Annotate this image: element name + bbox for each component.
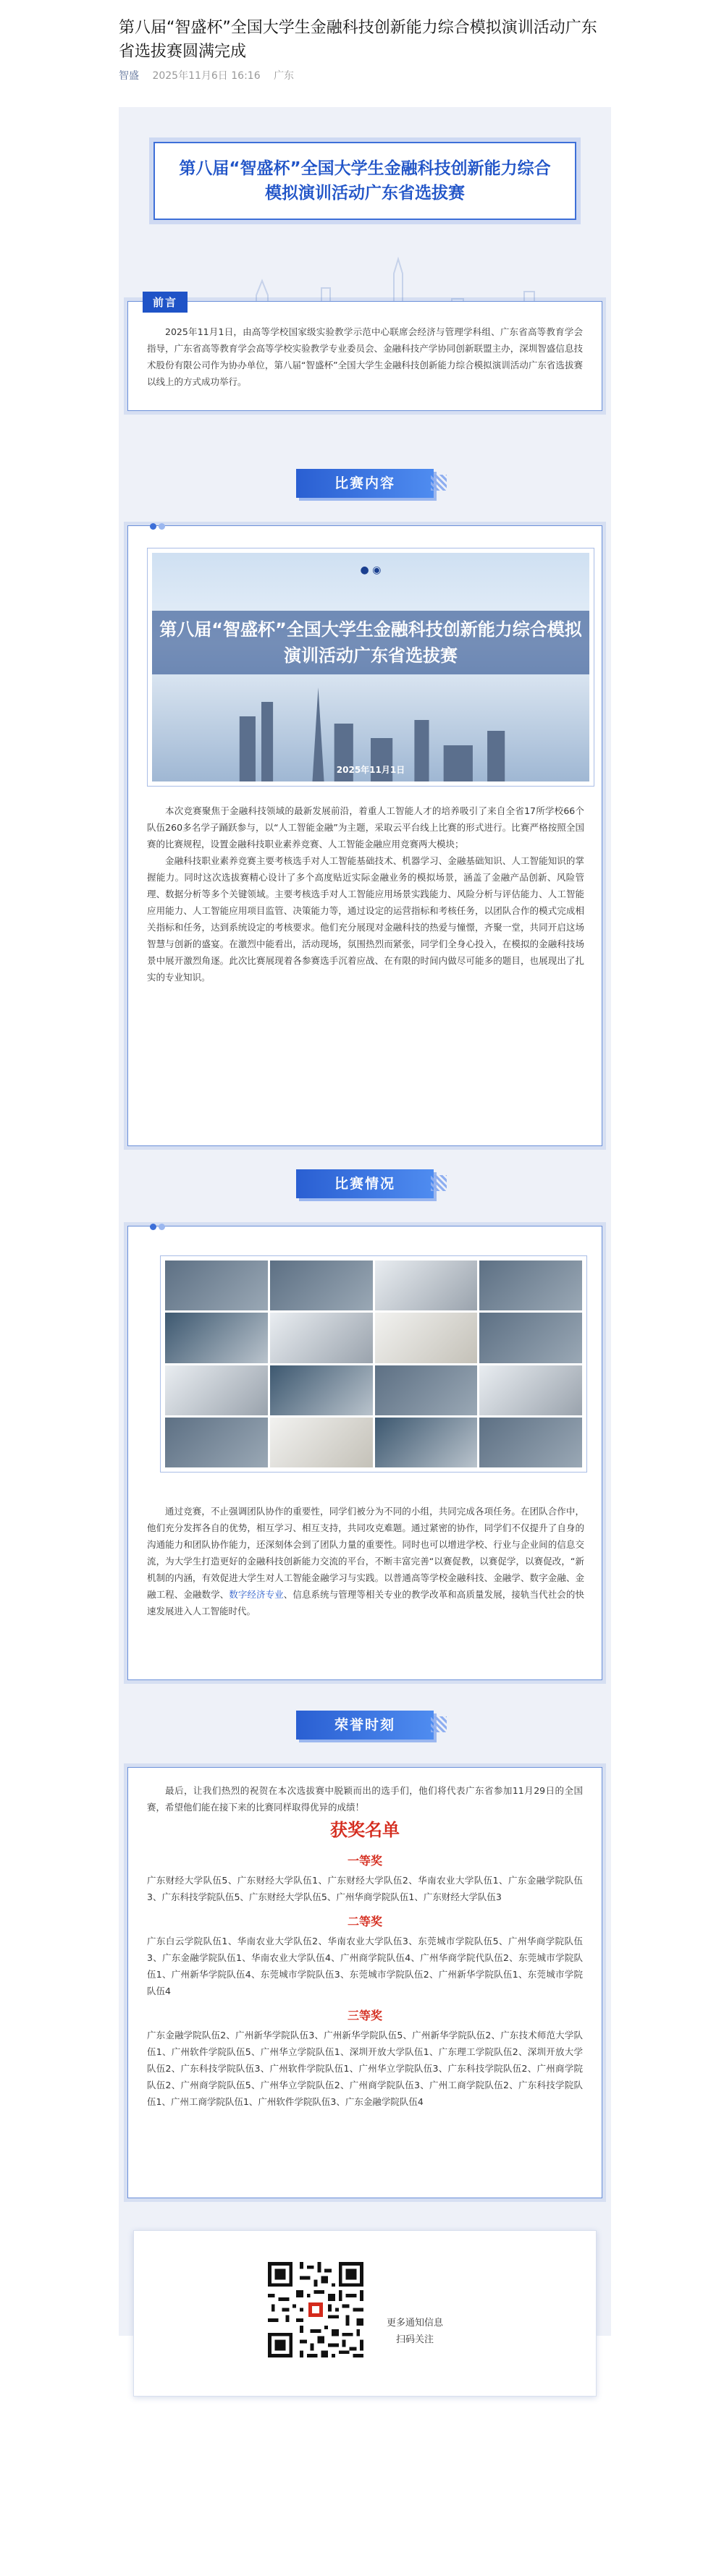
digital-economy-link[interactable]: 数字经济专业 xyxy=(229,1589,284,1600)
second-prize-teams: 广东白云学院队伍1、华南农业大学队伍2、华南农业大学队伍3、东莞城市学院队伍5、广州华商学院队伍3、广东金融学院队伍1、华南农业大学队伍4、广州商学院队伍4、广州华商学院代队伍2、东莞城市学院队伍1、广州新华学院队伍4、东莞城市学院队伍3、东莞城市学院队伍2、广州新华学院队伍1、东莞城市学院队伍4 xyxy=(147,1936,583,1996)
qr-caption xyxy=(379,2315,451,2348)
article-content xyxy=(119,107,611,2345)
hero-banner xyxy=(153,142,576,220)
first-prize-label: 一等奖 xyxy=(347,1854,382,1868)
first-prize-teams: 广东财经大学队伍5、广东财经大学队伍1、广东财经大学队伍2、华南农业大学队伍1、广东金融学院队伍3、广东科技学院队伍5、广东财经大学队伍5、广州华商学院队伍1、广东财经大学队伍3 xyxy=(147,1875,583,1902)
qr-caption-line2: 扫码关注 xyxy=(395,2334,434,2345)
situation-paragraph: 通过竞赛，不止强调团队协作的重要性，同学们被分为不同的小组，共同完成各项任务。在团队合作中，他们充分发挥各自的优势，相互学习、相互支持，共同攻克难题。通过紧密的协作，同学们不仅提升了自身的沟通能力和团队协作能力，还深刻体会到了团队力量的重要性。同时也可以增进学校、行业与企业间的信息交流，为大学生打造更好的金融科技创新能力交流的平台，不断丰富完善“以赛促教，以赛促学，以赛促改，“新机制的内涵，有效促进大学生对人工智能金融学习与实践。以普通高等学校金融科技、金融学、数字金融、金融工程、金融数学、数字经济专业、信息系统与管理等相关专业的教学改革和高质量发展，接轨当代社会的快速发展进入人工智能时代。 xyxy=(147,1506,584,1617)
award-list-title: 获奖名单 xyxy=(330,1820,400,1840)
poster-date: 2025年11月1日 xyxy=(336,765,405,775)
event-poster-frame xyxy=(147,548,594,787)
publish-date: 2025年11月6日 16:16 xyxy=(152,70,261,82)
third-prize-label: 三等奖 xyxy=(347,2009,382,2022)
author-link[interactable]: 智盛 xyxy=(119,70,139,82)
decorative-dots xyxy=(150,523,172,530)
qr-code-icon[interactable] xyxy=(264,2258,367,2361)
decorative-dots xyxy=(150,1224,172,1231)
honor-intro: 最后，让我们热烈的祝贺在本次选拔赛中脱颖而出的选手们，他们将代表广东省参加11月29日的全国赛，希望他们能在接下来的比赛同样取得优异的成绩！ xyxy=(147,1785,583,1813)
poster-logos: ● ◉ xyxy=(360,564,382,576)
content-paragraph-2: 金融科技职业素养竞赛主要考核选手对人工智能基础技术、机器学习、金融基础知识、人工智能知识的掌握能力。同时这次选拔赛精心设计了多个高度贴近实际金融业务的模拟场景，涵盖了金融产品创新、风险管理、数据分析等多个关键领域。主要考核选手对人工智能应用场景实践能力、风险分析与评估能力、人工智能应用能力、人工智能应用项目监管、决策能力等，通过设定的运营指标和考核任务，以团队合作的模式完成相关指标和任务，达到系统设定的考核要求。他们充分展现对金融科技的热爱与憧憬，齐聚一堂，共同开启这场智慧与创新的盛宴。在激烈中能看出，活动现场，氛围热烈而紧张，同学们全身心投入，在模拟的金融科技场景中展开激烈角逐。此次比赛展现着各参赛选手沉着应战、在有限的时间内做尽可能多的题目，也展现出了扎实的专业知识。 xyxy=(147,855,584,983)
third-prize-teams: 广东金融学院队伍2、广州新华学院队伍3、广州新华学院队伍5、广州新华学院队伍2、广东技术师范大学队伍1、广州软件学院队伍5、广州华立学院队伍1、深圳开放大学队伍1、广东理工学院队伍2、深圳开放大学队伍2、广东科技学院队伍3、广州软件学院队伍1、广州华立学院队伍3、广东科技学院队伍2、广州商学院队伍2、广州商学院队伍5、广州华立学院队伍2、广州商学院队伍3、广州工商学院队伍2、广东科技学院队伍1、广州工商学院队伍1、广州软件学院队伍3、广东金融学院队伍4 xyxy=(147,2030,583,2107)
competition-photo-grid xyxy=(160,1255,587,1473)
poster-title: 第八届“智盛杯”全国大学生金融科技创新能力综合模拟演训活动广东省选拔赛 xyxy=(152,611,589,674)
foreword-tag: 前言 xyxy=(143,292,188,313)
section-heading-honor: 荣誉时刻 xyxy=(296,1711,434,1740)
content-card xyxy=(127,525,602,1146)
second-prize-label: 二等奖 xyxy=(347,1915,382,1928)
content-paragraph-1: 本次竞赛聚焦于金融科技领域的最新发展前沿，着重人工智能人才的培养吸引了来自全省17所学校66个队伍260多名学子踊跃参与，以“人工智能金融”为主题，采取云平台线上比赛的形式进行。比赛严格按照全国赛的比赛规程，设置金融科技职业素养竞赛、人工智能金融应用竞赛两大模块； xyxy=(147,805,584,850)
banner-title: 第八届“智盛杯”全国大学生金融科技创新能力综合模拟演训活动广东省选拔赛 xyxy=(179,159,551,203)
article-meta xyxy=(119,68,294,82)
foreword-card xyxy=(127,296,602,411)
article-title: 第八届“智盛杯”全国大学生金融科技创新能力综合模拟演训活动广东省选拔赛圆满完成 xyxy=(119,19,597,61)
section-heading-situation: 比赛情况 xyxy=(296,1169,434,1198)
event-poster-image xyxy=(152,553,589,781)
publish-region: 广东 xyxy=(274,70,295,82)
honor-card xyxy=(127,1767,602,2198)
foreword-text: 2025年11月1日，由高等学校国家级实验教学示范中心联席会经济与管理学科组、广东省高等教育学会指导，广东省高等教育学会高等学校实验教学专业委员会、金融科技产学协同创新联盟主办，深圳智盛信息技术股份有限公司作为协办单位，第八届“智盛杯”全国大学生金融科技创新能力综合模拟演训活动广东省选拔赛以线上的方式成功举行。 xyxy=(147,326,583,387)
section-heading-content: 比赛内容 xyxy=(296,469,434,498)
qr-follow-card xyxy=(133,2230,597,2397)
qr-caption-line1: 更多通知信息 xyxy=(386,2318,443,2329)
situation-card xyxy=(127,1226,602,1680)
